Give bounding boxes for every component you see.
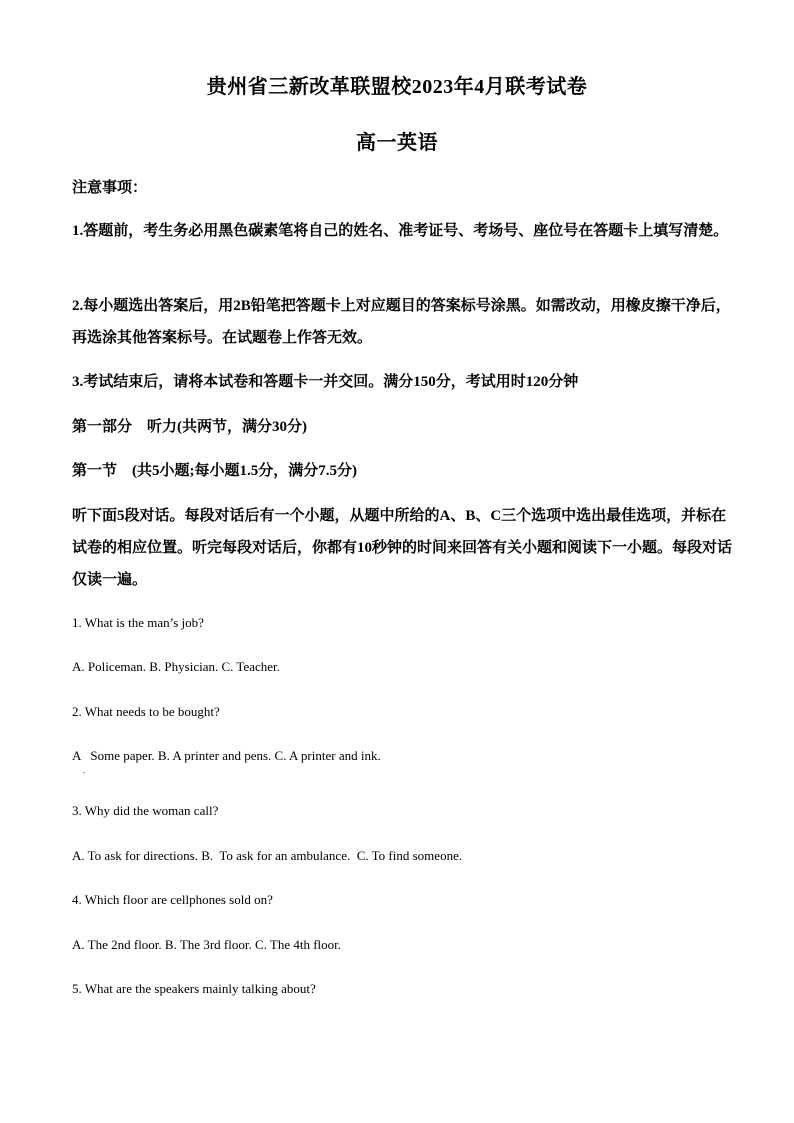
section1-heading: 第一节 (共5小题;每小题1.5分，满分7.5分) bbox=[72, 463, 357, 479]
note-item-2: 2.每小题选出答案后，用2B铅笔把答题卡上对应题目的答案标号涂黑。如需改动，用橡皮擦干净后，再选涂其他答案标号。在试题卷上作答无效。 bbox=[72, 298, 731, 346]
notes-heading: 注意事项： bbox=[72, 180, 148, 196]
question-5: 5. What are the speakers mainly talking about? bbox=[72, 981, 316, 996]
part1-heading: 第一部分 听力(共两节，满分30分) bbox=[72, 419, 307, 435]
question-1: 1. What is the man’s job? bbox=[72, 615, 204, 630]
exam-subject: 高一英语 bbox=[356, 132, 438, 154]
question-2: 2. What needs to be bought? bbox=[72, 704, 220, 719]
note-item-1: 1.答题前，考生务必用黑色碳素笔将自己的姓名、准考证号、考场号、座位号在答题卡上填写清楚。 bbox=[72, 223, 729, 239]
exam-title: 贵州省三新改革联盟校2023年4月联考试卷 bbox=[206, 76, 588, 98]
question-2-options: A Some paper. B. A printer and pens. C. A printer and ink. bbox=[72, 748, 381, 763]
question-3-options: A. To ask for directions. B. To ask for an ambulance. C. To find someone. bbox=[72, 848, 463, 863]
question-1-options: A. Policeman. B. Physician. C. Teacher. bbox=[72, 659, 280, 674]
stray-mark: . bbox=[83, 766, 85, 775]
note-item-3: 3.考试结束后，请将本试卷和答题卡一并交回。满分150分，考试用时120分钟 bbox=[72, 374, 579, 390]
question-4: 4. Which floor are cellphones sold on? bbox=[72, 892, 273, 907]
question-4-options: A. The 2nd floor. B. The 3rd floor. C. The 4th floor. bbox=[72, 937, 342, 952]
listening-instruction: 听下面5段对话。每段对话后有一个小题，从题中所给的A、B、C三个选项中选出最佳选项，并标在试卷的相应位置。听完每段对话后，你都有10秒钟的时间来回答有关小题和阅读下一小题。每段对话仅读一遍。 bbox=[72, 508, 733, 588]
question-3: 3. Why did the woman call? bbox=[72, 803, 219, 818]
